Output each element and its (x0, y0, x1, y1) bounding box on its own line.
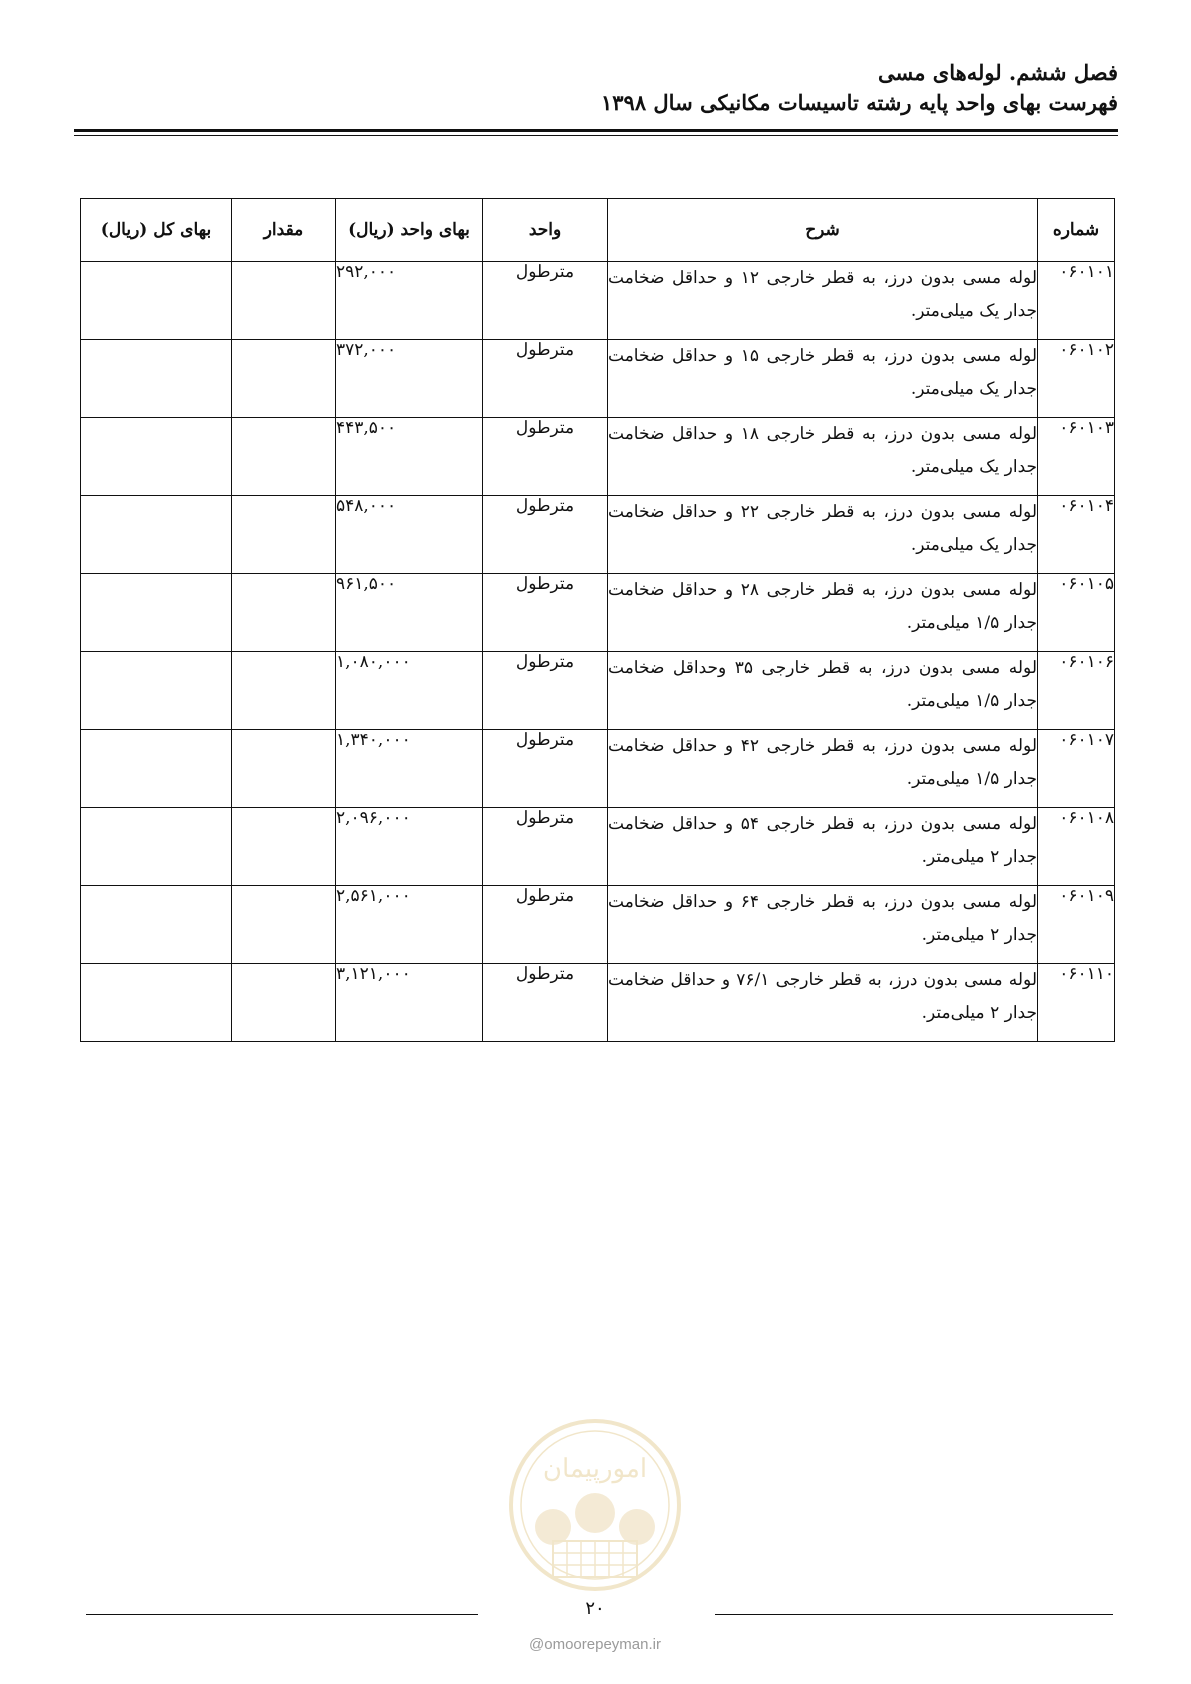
item-code: ۰۶۰۱۰۵ (1038, 574, 1115, 652)
chapter-title: فصل ششم. لوله‌های مسی (877, 60, 1118, 85)
item-unit: مترطول (483, 574, 608, 652)
item-unit: مترطول (483, 730, 608, 808)
table-row (81, 340, 1115, 418)
item-unit: مترطول (483, 418, 608, 496)
page-number: ۲۰ (585, 1598, 605, 1619)
table-row (81, 418, 1115, 496)
item-total-price (81, 652, 232, 730)
item-description: لوله مسی بدون درز، به قطر خارجی ۴۲ و حداقل ضخامت جدار ۱/۵ میلی‌متر. (608, 730, 1038, 808)
item-unit: مترطول (483, 964, 608, 1042)
item-unit: مترطول (483, 886, 608, 964)
item-unit: مترطول (483, 808, 608, 886)
item-code: ۰۶۰۱۰۲ (1038, 340, 1115, 418)
item-total-price (81, 574, 232, 652)
item-description: لوله مسی بدون درز، به قطر خارجی ۷۶/۱ و حداقل ضخامت جدار ۲ میلی‌متر. (608, 964, 1038, 1042)
table-row (81, 808, 1115, 886)
item-quantity (232, 262, 336, 340)
omoorepeyman-logo-watermark (505, 1415, 685, 1595)
column-header-code: شماره (1038, 199, 1115, 262)
item-total-price (81, 808, 232, 886)
item-unit-price: ۲۹۲,۰۰۰ (336, 262, 483, 340)
header-rule-thin (74, 135, 1118, 136)
table-row (81, 652, 1115, 730)
column-header-description: شرح (608, 199, 1038, 262)
item-unit-price: ۲,۵۶۱,۰۰۰ (336, 886, 483, 964)
item-unit-price: ۲,۰۹۶,۰۰۰ (336, 808, 483, 886)
item-code: ۰۶۰۱۰۷ (1038, 730, 1115, 808)
item-description: لوله مسی بدون درز، به قطر خارجی ۲۸ و حداقل ضخامت جدار ۱/۵ میلی‌متر. (608, 574, 1038, 652)
item-unit-price: ۱,۳۴۰,۰۰۰ (336, 730, 483, 808)
column-header-quantity: مقدار (232, 199, 336, 262)
item-code: ۰۶۰۱۰۹ (1038, 886, 1115, 964)
item-quantity (232, 808, 336, 886)
item-code: ۰۶۰۱۰۶ (1038, 652, 1115, 730)
item-code: ۰۶۰۱۰۳ (1038, 418, 1115, 496)
item-quantity (232, 418, 336, 496)
website-watermark: @omoorepeyman.ir (529, 1636, 661, 1653)
item-code: ۰۶۰۱۰۴ (1038, 496, 1115, 574)
footer-rule-right (715, 1614, 1113, 1615)
item-total-price (81, 340, 232, 418)
column-header-total-price: بهای کل (ریال) (81, 199, 232, 262)
item-unit-price: ۱,۰۸۰,۰۰۰ (336, 652, 483, 730)
item-unit-price: ۹۶۱,۵۰۰ (336, 574, 483, 652)
table-header-row (81, 199, 1115, 262)
table-row (81, 886, 1115, 964)
item-description: لوله مسی بدون درز، به قطر خارجی ۲۲ و حداقل ضخامت جدار یک میلی‌متر. (608, 496, 1038, 574)
item-quantity (232, 496, 336, 574)
header-rule-thick (74, 129, 1118, 132)
column-header-unit-price: بهای واحد (ریال) (336, 199, 483, 262)
table-row (81, 964, 1115, 1042)
column-header-unit: واحد (483, 199, 608, 262)
item-total-price (81, 496, 232, 574)
item-unit-price: ۳۷۲,۰۰۰ (336, 340, 483, 418)
item-unit: مترطول (483, 496, 608, 574)
item-unit-price: ۵۴۸,۰۰۰ (336, 496, 483, 574)
table-row (81, 262, 1115, 340)
item-code: ۰۶۰۱۰۱ (1038, 262, 1115, 340)
item-quantity (232, 886, 336, 964)
item-total-price (81, 886, 232, 964)
item-unit: مترطول (483, 340, 608, 418)
item-total-price (81, 418, 232, 496)
item-description: لوله مسی بدون درز، به قطر خارجی ۶۴ و حداقل ضخامت جدار ۲ میلی‌متر. (608, 886, 1038, 964)
item-quantity (232, 574, 336, 652)
document-subtitle: فهرست بهای واحد پایه رشته تاسیسات مکانیکی سال ۱۳۹۸ (600, 90, 1118, 115)
item-code: ۰۶۰۱۰۸ (1038, 808, 1115, 886)
item-description: لوله مسی بدون درز، به قطر خارجی ۵۴ و حداقل ضخامت جدار ۲ میلی‌متر. (608, 808, 1038, 886)
item-quantity (232, 730, 336, 808)
price-list-table (80, 198, 1115, 1042)
item-unit-price: ۴۴۳,۵۰۰ (336, 418, 483, 496)
item-unit: مترطول (483, 652, 608, 730)
item-description: لوله مسی بدون درز، به قطر خارجی ۳۵ وحداقل ضخامت جدار ۱/۵ میلی‌متر. (608, 652, 1038, 730)
item-quantity (232, 652, 336, 730)
item-total-price (81, 262, 232, 340)
table-body (81, 262, 1115, 1042)
item-code: ۰۶۰۱۱۰ (1038, 964, 1115, 1042)
table-row (81, 730, 1115, 808)
watermark-text: امورپیمان (542, 1454, 648, 1484)
item-unit: مترطول (483, 262, 608, 340)
item-quantity (232, 964, 336, 1042)
item-total-price (81, 730, 232, 808)
item-unit-price: ۳,۱۲۱,۰۰۰ (336, 964, 483, 1042)
item-description: لوله مسی بدون درز، به قطر خارجی ۱۲ و حداقل ضخامت جدار یک میلی‌متر. (608, 262, 1038, 340)
page-header (74, 58, 1118, 118)
item-total-price (81, 964, 232, 1042)
table-row (81, 496, 1115, 574)
item-description: لوله مسی بدون درز، به قطر خارجی ۱۸ و حداقل ضخامت جدار یک میلی‌متر. (608, 418, 1038, 496)
item-description: لوله مسی بدون درز، به قطر خارجی ۱۵ و حداقل ضخامت جدار یک میلی‌متر. (608, 340, 1038, 418)
table-row (81, 574, 1115, 652)
item-quantity (232, 340, 336, 418)
footer-rule-left (86, 1614, 478, 1615)
